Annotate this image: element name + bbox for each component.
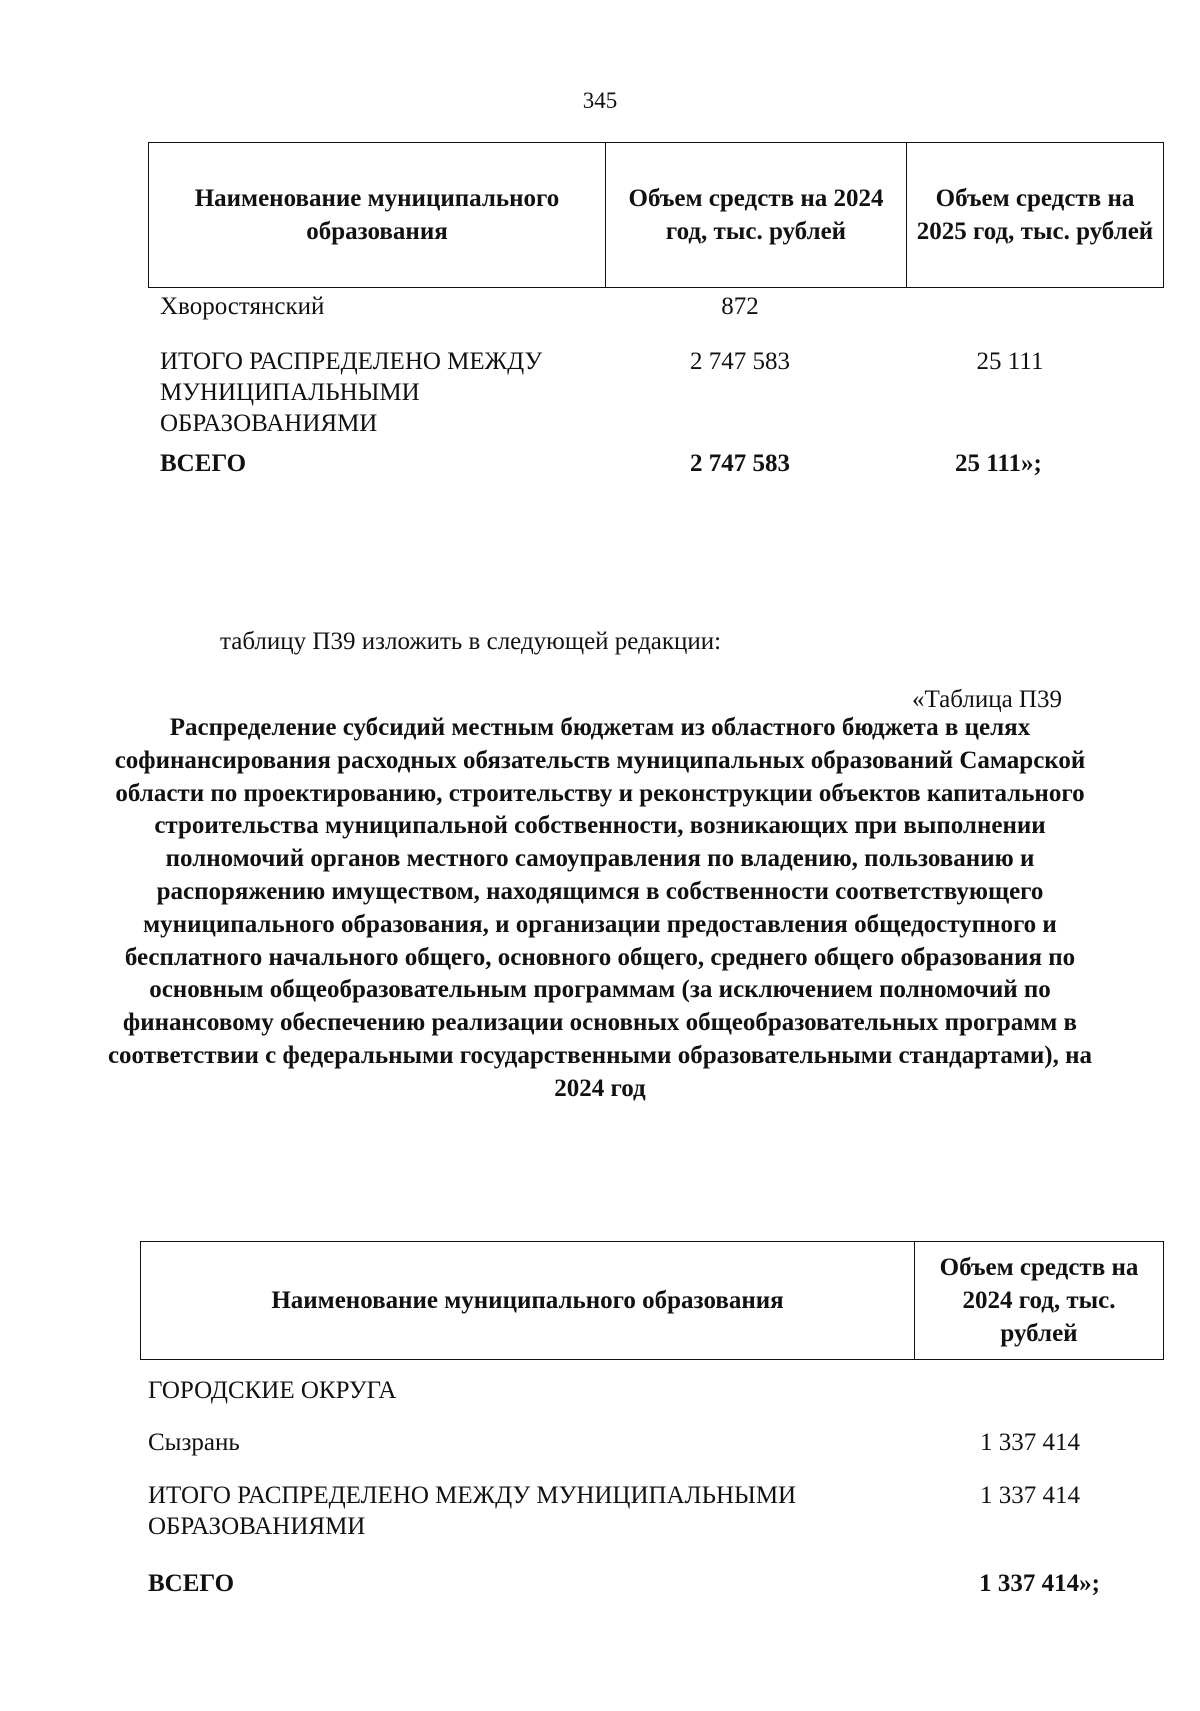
- table2-header-2024: Объем средств на 2024 год, тыс. рублей: [915, 1242, 1164, 1360]
- table-reference: «Таблица П39: [912, 686, 1062, 713]
- table2-row-value: 1 337 414: [980, 1482, 1080, 1509]
- table1-row-name: Хворостянский: [160, 293, 325, 320]
- table2-row-value: 1 337 414: [980, 1429, 1080, 1456]
- table2-total-value: 1 337 414»;: [979, 1570, 1100, 1597]
- table1-header-name: Наименование муниципального образования: [149, 143, 606, 288]
- table1-total-value-2025: 25 111»;: [955, 450, 1042, 477]
- table-title: Распределение субсидий местным бюджетам из областного бюджета в целях софинансирования расходных обязательств муниципальных образований Самарской области по проектированию, строительству и реконструкции объектов капитального строительства муниципальной собственности, возникающих при выполнении полномочий органов местного самоуправления по владению, пользованию и распоряжению имуществом, находящимся в собственности соответствующего муниципального образования, и организации предоставления общедоступного и бесплатного начального общего, основного общего, среднего общего образования по основным общеобразовательным программам (за исключением полномочий по финансовому обеспечению реализации основных общеобразовательных программ в соответствии с федеральными государственными образовательными стандартами), на 2024 год: [107, 714, 1093, 1102]
- table1-header: [148, 142, 1164, 288]
- table2-row-name: ИТОГО РАСПРЕДЕЛЕНО МЕЖДУ МУНИЦИПАЛЬНЫМИ ОБРАЗОВАНИЯМИ: [148, 1482, 797, 1540]
- table1-header-2025: Объем средств на 2025 год, тыс. рублей: [907, 143, 1164, 288]
- page-number: 345: [582, 88, 618, 113]
- table1-row-value-2024: 2 747 583: [690, 348, 790, 375]
- table2-row-name: Сызрань: [148, 1429, 240, 1456]
- table1-row-value-2024: 872: [721, 293, 759, 320]
- table1-total-label: ВСЕГО: [160, 450, 247, 477]
- instruction-text: таблицу П39 изложить в следующей редакции:: [220, 628, 722, 655]
- table1-total-value-2024: 2 747 583: [690, 450, 790, 477]
- table1-header-2024: Объем средств на 2024 год, тыс. рублей: [606, 143, 907, 288]
- table2-section-label: ГОРОДСКИЕ ОКРУГА: [148, 1377, 397, 1404]
- table1-row-name: ИТОГО РАСПРЕДЕЛЕНО МЕЖДУ МУНИЦИПАЛЬНЫМИ ОБРАЗОВАНИЯМИ: [160, 348, 543, 437]
- table2-header-name: Наименование муниципального образования: [141, 1242, 915, 1360]
- table1-row-value-2025: 25 111: [976, 348, 1044, 375]
- table2-header: [140, 1241, 1164, 1360]
- table2-total-label: ВСЕГО: [148, 1570, 235, 1597]
